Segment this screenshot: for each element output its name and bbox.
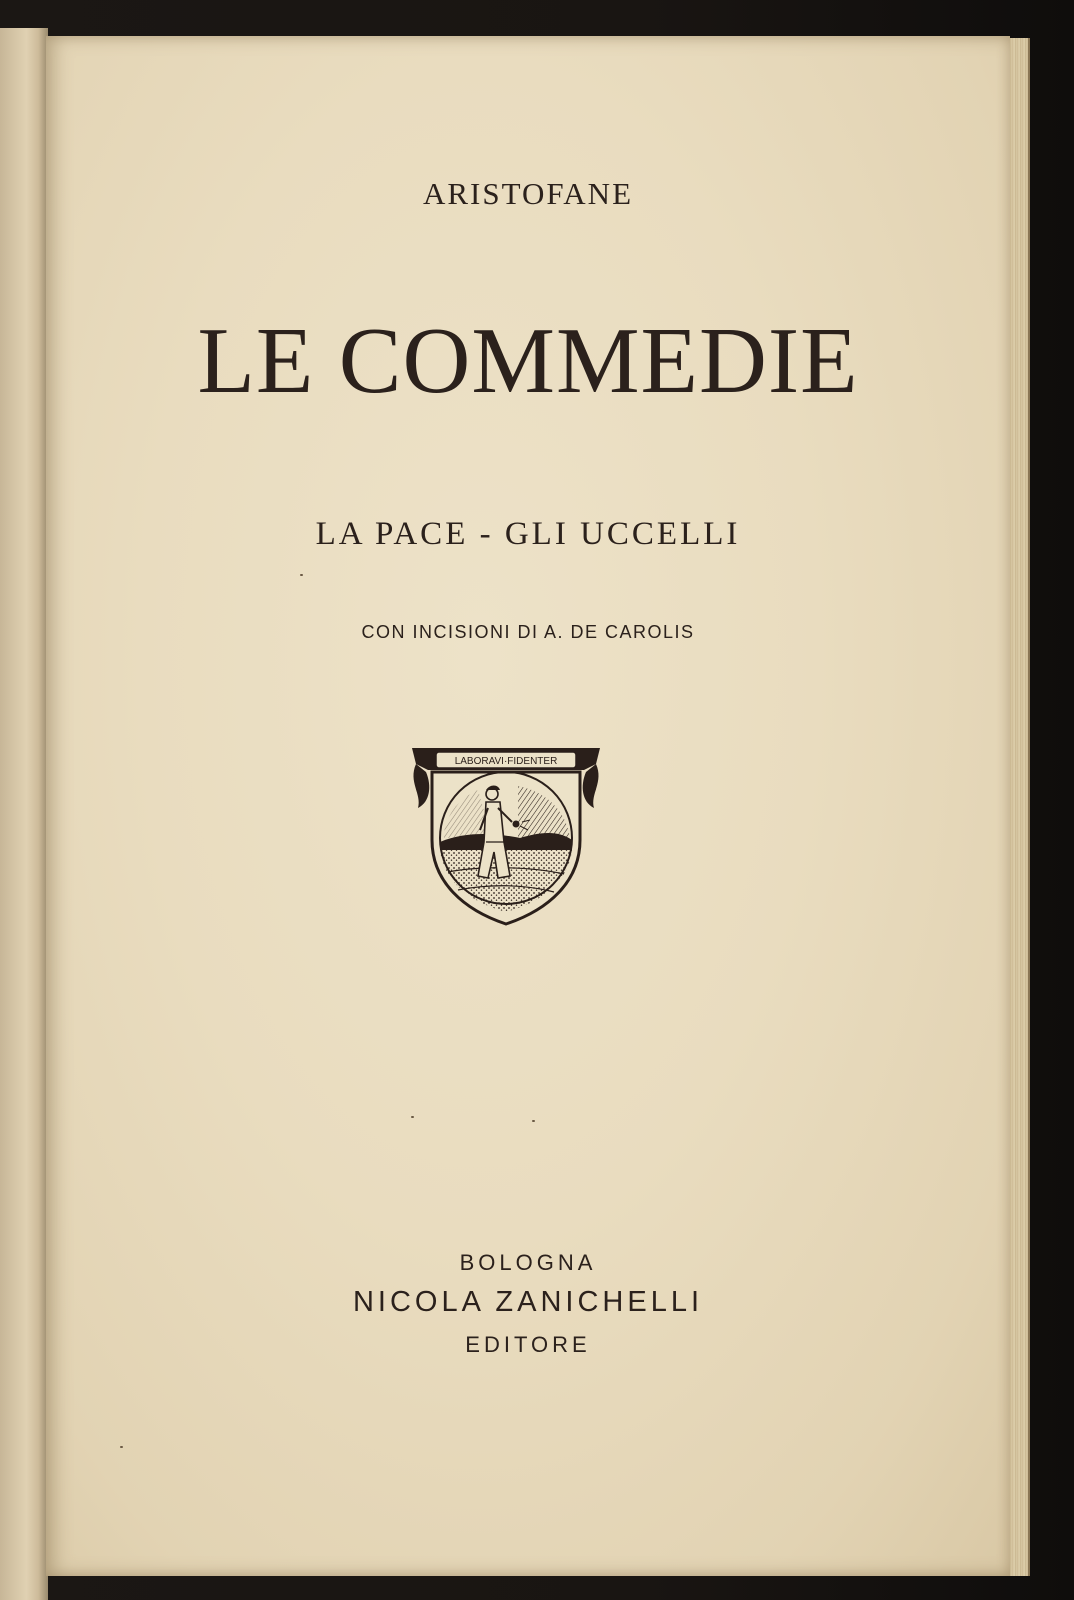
imprint-role: EDITORE [465, 1332, 591, 1357]
imprint-place: BOLOGNA [459, 1250, 597, 1275]
book-subtitle: LA PACE - GLI UCCELLI [315, 516, 741, 552]
imprint-publisher: NICOLA ZANICHELLI [352, 1286, 704, 1318]
emblem-motto: LABORAVI·FIDENTER [454, 756, 558, 767]
title-page [46, 36, 1010, 1576]
book-title: LE COMMEDIE [197, 309, 859, 413]
illustrator-credit: CON INCISIONI DI A. DE CAROLIS [361, 622, 695, 642]
author-name: ARISTOFANE [422, 176, 634, 211]
left-facing-page-edge [0, 28, 48, 1600]
printer-mark-sower-emblem [408, 742, 604, 928]
paper-speck [120, 1446, 123, 1448]
paper-speck [411, 1116, 414, 1118]
paper-speck [532, 1120, 535, 1122]
paper-speck [300, 574, 303, 576]
